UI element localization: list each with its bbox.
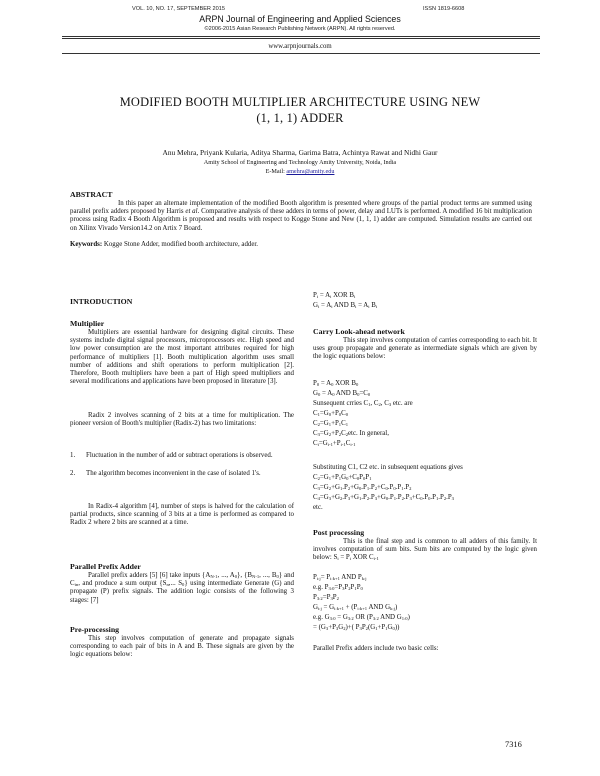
- affiliation: Amity School of Engineering and Technology Amity University, Noida, India: [203, 159, 397, 166]
- post-equation-2: e.g. $P_{3:0}=P_3P_2P_1P_0$: [313, 584, 363, 591]
- cla-equation-3: Sunsequent crries $C_1$, $C_2$, $C_3$ etc. are: [313, 400, 413, 407]
- abstract-text: In this paper an alternate implementation of the modified Booth algorithm is presented where groups of the partial product terms are summed using parallel prefix adders proposed by Harris et al. Comparative analysis of these adders in terms of power, delay and LUTs is performed. A modified 16 bit multiplication process using Radix 4 Booth Algorithm is proposed and results with respect to Kogge Stone and New (1, 1, 1) adder are computed. Simulation results are carried out on Xilinx Vivado Version14.2 on Artix 7 Board.: [70, 200, 532, 232]
- keywords: [70, 241, 258, 249]
- multiplier-paragraph-2: Radix 2 involves scanning of 2 bits at a time for multiplication. The pioneer version of Booth's multiplier (Radix-2) has two limitations:: [70, 412, 294, 428]
- parallel-prefix-paragraph: Parallel prefix adders [5] [6] take inputs {$A_{N-1}$, ..., $A_0$}, {$B_{N-1}$, ..., $B_0$} and $C_{in}$, and produce a sum output {$S_n$,... $S_0$} using intermediate Generate (G) and propagate (P) prefix signals. The addition logic consists of the following 3 stages: [7]: [70, 572, 295, 604]
- preprocessing-paragraph: This step involves computation of generate and propagate signals corresponding to each pair of bits in A and B. These signals are given by the logic equations below:: [70, 635, 294, 659]
- paper-title-line1: MODIFIED BOOTH MULTIPLIER ARCHITECTURE USING NEW: [119, 95, 481, 109]
- volume-info: VOL. 10, NO. 17, SEPTEMBER 2015: [132, 6, 225, 12]
- basic-cells-line: Parallel Prefix adders include two basic cells:: [313, 645, 439, 652]
- list-item-2: The algorithm becomes inconvenient in the case of isolated 1's.: [86, 470, 261, 477]
- list-number-2: 2.: [70, 470, 76, 477]
- cla-equation-5: $C_2=G_1+P_1C_1$: [313, 420, 348, 427]
- parallel-prefix-heading: Parallel Prefix Adder: [70, 562, 141, 571]
- multiplier-heading: Multiplier: [70, 319, 105, 328]
- substitution-equation-2: $C_3=G_2+G_1.P_2+G_0.P_1.P_2+C_0.P_0.P_1.P_2$: [313, 484, 412, 491]
- multiplier-paragraph-1: Multipliers are essential hardware for designing digital circuits. These systems include digital signal processors, microprocessors etc. High speed and low power consumption are the most important attributes required for high performance of multipliers [1]. Booth multiplication algorithm uses small number of additions and shift operations to perform multiplication [2]. Therefore, Booth multipliers have been a part of High speed multipliers and several modifications and applications have been proposed in literature [3].: [70, 329, 294, 386]
- post-equation-1: $P_{i:j}= P_{i:k+1}$ AND $P_{k:j}$: [313, 574, 367, 581]
- cla-heading: Carry Look-ahead network: [313, 327, 405, 336]
- postprocessing-heading: Post processing: [313, 528, 365, 537]
- post-equation-5: e.g. $G_{3:0} = G_{3:2}$ OR ($P_{3:2}$ AND $G_{1:0}$): [313, 614, 410, 621]
- list-item-1: Fluctuation in the number of add or subtract operations is observed.: [86, 452, 273, 459]
- postprocessing-paragraph: This is the final step and is common to all adders of this family. It involves computation of sum bits. Sum bits are computed by the logic given below: $S_i = P_i$ XOR $C_{i-1}$: [313, 538, 537, 562]
- abstract-heading: ABSTRACT: [70, 190, 113, 199]
- substitution-equation-1: $C_2=G_1+P_1G_0+C_0P_0P_1$: [313, 474, 372, 481]
- cla-equation-2: $G_0 = A_0$ AND $B_0=C_0$: [313, 390, 371, 397]
- post-equation-3: $P_{3:2}=P_3P_2$: [313, 594, 339, 601]
- introduction-heading: INTRODUCTION: [70, 297, 133, 306]
- journal-url[interactable]: www.arpnjournals.com: [268, 43, 332, 50]
- cla-equation-7: $C_i=G_{i-1}+P_{i-1}C_{i-1}$: [313, 440, 356, 447]
- substitution-equation-3: $C_4=G_3+G_2.P_3+G_1.P_2.P_3+G_0.P_1.P_2.P_3+C_0.P_0.P_1.P_2.P_3$: [313, 494, 454, 501]
- author-list: Anu Mehra, Priyank Kularia, Aditya Sharma, Garima Batra, Achintya Rawat and Nidhi Gaur: [162, 148, 438, 157]
- email-link[interactable]: amehra@amity.edu: [286, 168, 335, 175]
- header-rule-2: [62, 38, 540, 39]
- keywords-label: Keywords:: [70, 241, 103, 248]
- email-line: [0, 168, 600, 175]
- equation-generate: $G_i = A_i$ AND $B_i = A_i$ $B_i$: [313, 302, 378, 309]
- journal-name: ARPN Journal of Engineering and Applied Sciences: [199, 14, 401, 24]
- url-rule: [62, 53, 540, 54]
- header-rule: [62, 36, 540, 37]
- issn: ISSN 1819-6608: [423, 6, 465, 12]
- cla-equation-4: $C_1=G_0+P_0C_0$: [313, 410, 348, 417]
- cla-paragraph: This step involves computation of carries corresponding to each bit. It uses group propagate and generate as intermediate signals which are given by the logic equations below:: [313, 337, 537, 361]
- preprocessing-heading: Pre-processing: [70, 625, 120, 634]
- copyright: ©2006-2015 Asian Research Publishing Network (ARPN). All rights reserved.: [204, 26, 396, 32]
- email-label: E-Mail:: [265, 168, 287, 175]
- substitution-etc: etc.: [313, 504, 323, 511]
- post-equation-4: $G_{i:j} = G_{i:k+1} + (P_{i:k+1}$ AND $G_{k:j}$): [313, 604, 398, 611]
- post-equation-6: = $(G_3+P_3G_2)+$( $P_3P_2(G_1+P_1G_0)$): [313, 624, 400, 631]
- cla-equation-6: $C_3=G_2+P_2C_2etc$. In general,: [313, 430, 389, 437]
- list-number-1: 1.: [70, 452, 76, 459]
- page-number: 7316: [505, 740, 522, 749]
- keywords-text: Kogge Stone Adder, modified booth architecture, adder.: [103, 241, 259, 248]
- paper-title-line2: (1, 1, 1) ADDER: [256, 111, 344, 125]
- equation-propagate: $P_i = A_i$ XOR $B_i$: [313, 292, 356, 299]
- substitution-text: Substituting C1, C2 etc. in subsequent equations gives: [313, 464, 463, 471]
- cla-equation-1: $P_0 = A_0$ XOR $B_0$: [313, 380, 359, 387]
- radix4-paragraph: In Radix-4 algorithm [4], number of steps is halved for the calculation of partial products, since scanning of 3 bits at a time is performed as compared to Radix 2 where 2 bits are scanned at a time.: [70, 503, 294, 527]
